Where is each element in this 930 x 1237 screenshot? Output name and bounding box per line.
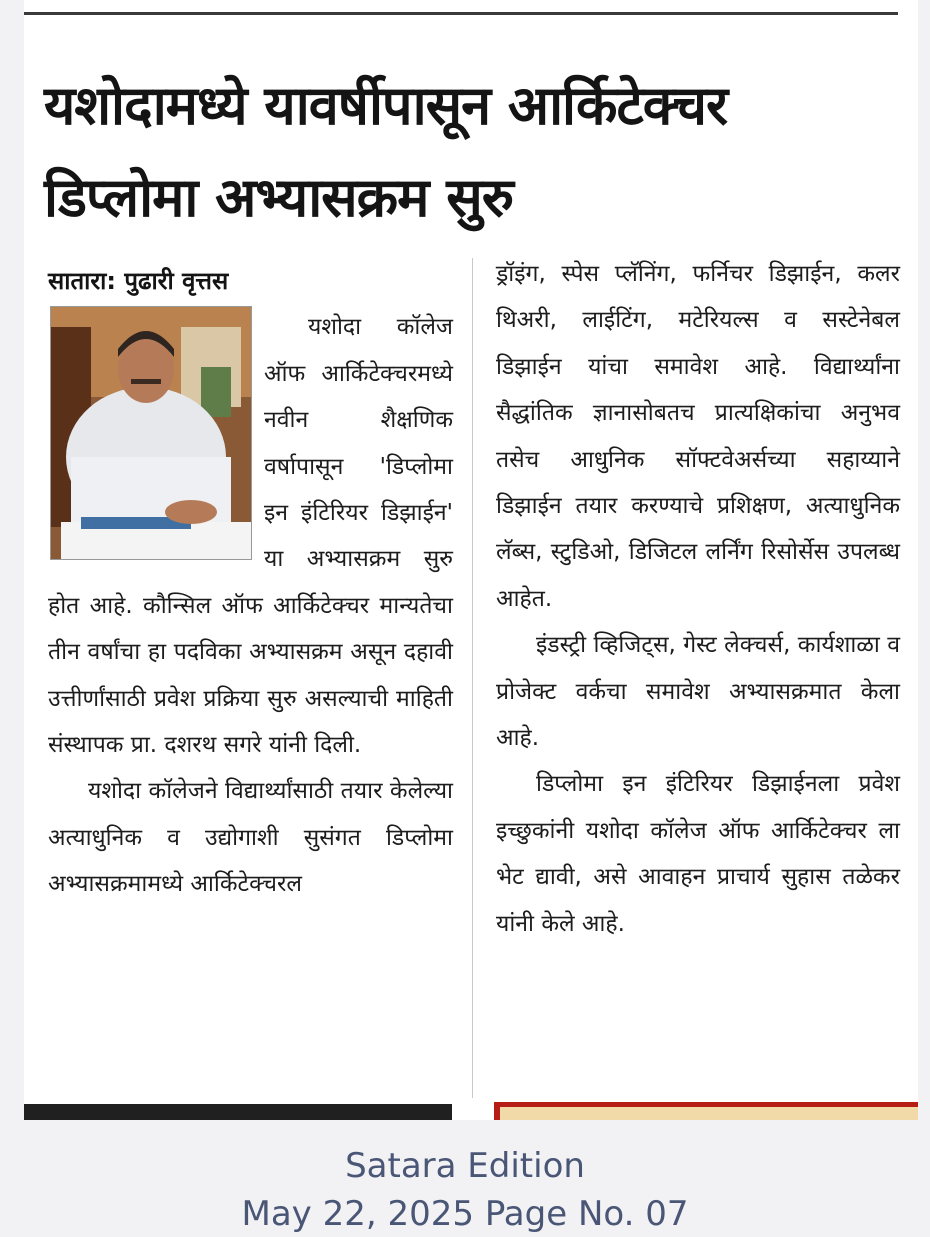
article-column-right bbox=[496, 251, 900, 947]
left-paragraph-2: यशोदा कॉलेजने विद्यार्थ्यांसाठी तयार केलेल्या अत्याधुनिक व उद्योगाशी सुसंगत डिप्लोमा अभ्यासक्रमामध्ये आर्किटेक्चरल bbox=[48, 778, 453, 898]
headline-line-2: डिप्लोमा अभ्यासक्रम सुरु bbox=[44, 166, 514, 229]
right-paragraph-1: ड्रॉइंग, स्पेस प्लॅनिंग, फर्निचर डिझाईन, कलर थिअरी, लाईटिंग, मटेरियल्स व सस्टेनेबल डिझाईन यांचा समावेश आहे. विद्यार्थ्यांना सैद्धांतिक ज्ञानासोबतच प्रात्यक्षिकांचा अनुभव तसेच आधुनिक सॉफ्टवेअर्सच्या सहाय्याने डिझाईन तयार करण्याचे प्रशिक्षण, अत्याधुनिक लॅब्स, स्टुडिओ, डिजिटल लर्निंग रिसोर्सेस उपलब्ध आहेत. bbox=[496, 261, 900, 612]
article-column-left bbox=[48, 258, 453, 908]
bottom-black-bar bbox=[24, 1104, 452, 1120]
bottom-red-border-box bbox=[494, 1102, 918, 1120]
newspaper-clipping bbox=[24, 0, 918, 1120]
right-paragraph-3: डिप्लोमा इन इंटिरियर डिझाईनला प्रवेश इच्छुकांनी यशोदा कॉलेज ऑफ आर्किटेक्चर ला भेट द्यावी, असे आवाहन प्राचार्य सुहास तळेकर यांनी केले आहे. bbox=[496, 771, 900, 937]
caption-date-page: May 22, 2025 Page No. 07 bbox=[241, 1194, 689, 1234]
right-paragraph-2: इंडस्ट्री व्हिजिट्स, गेस्ट लेक्चर्स, कार्यशाळा व प्रोजेक्ट वर्कचा समावेश अभ्यासक्रमात केला आहे. bbox=[496, 632, 900, 752]
dateline: सातारा: पुढारी वृत्तस bbox=[48, 267, 229, 295]
column-divider bbox=[472, 258, 473, 1098]
person-photo-icon bbox=[50, 306, 252, 560]
headline-line-1: यशोदामध्ये यावर्षीपासून आर्किटेक्चर bbox=[44, 74, 728, 137]
article-headline bbox=[44, 60, 904, 244]
top-rule bbox=[24, 12, 898, 15]
left-paragraph-1: यशोदा कॉलेज ऑफ आर्किटेक्चरमध्ये नवीन शैक्षणिक वर्षापासून 'डिप्लोमा इन इंटिरियर डिझाईन' या अभ्यासक्रम सुरु होत आहे. कौन्सिल ऑफ आर्किटेक्चर मान्यतेचा तीन वर्षांचा हा पदविका अभ्यासक्रम असून दहावी उत्तीर्णांसाठी प्रवेश प्रक्रिया सुरु असल्याची माहिती संस्थापक प्रा. दशरथ सगरे यांनी दिली. bbox=[48, 314, 453, 759]
caption-edition: Satara Edition bbox=[345, 1146, 585, 1186]
